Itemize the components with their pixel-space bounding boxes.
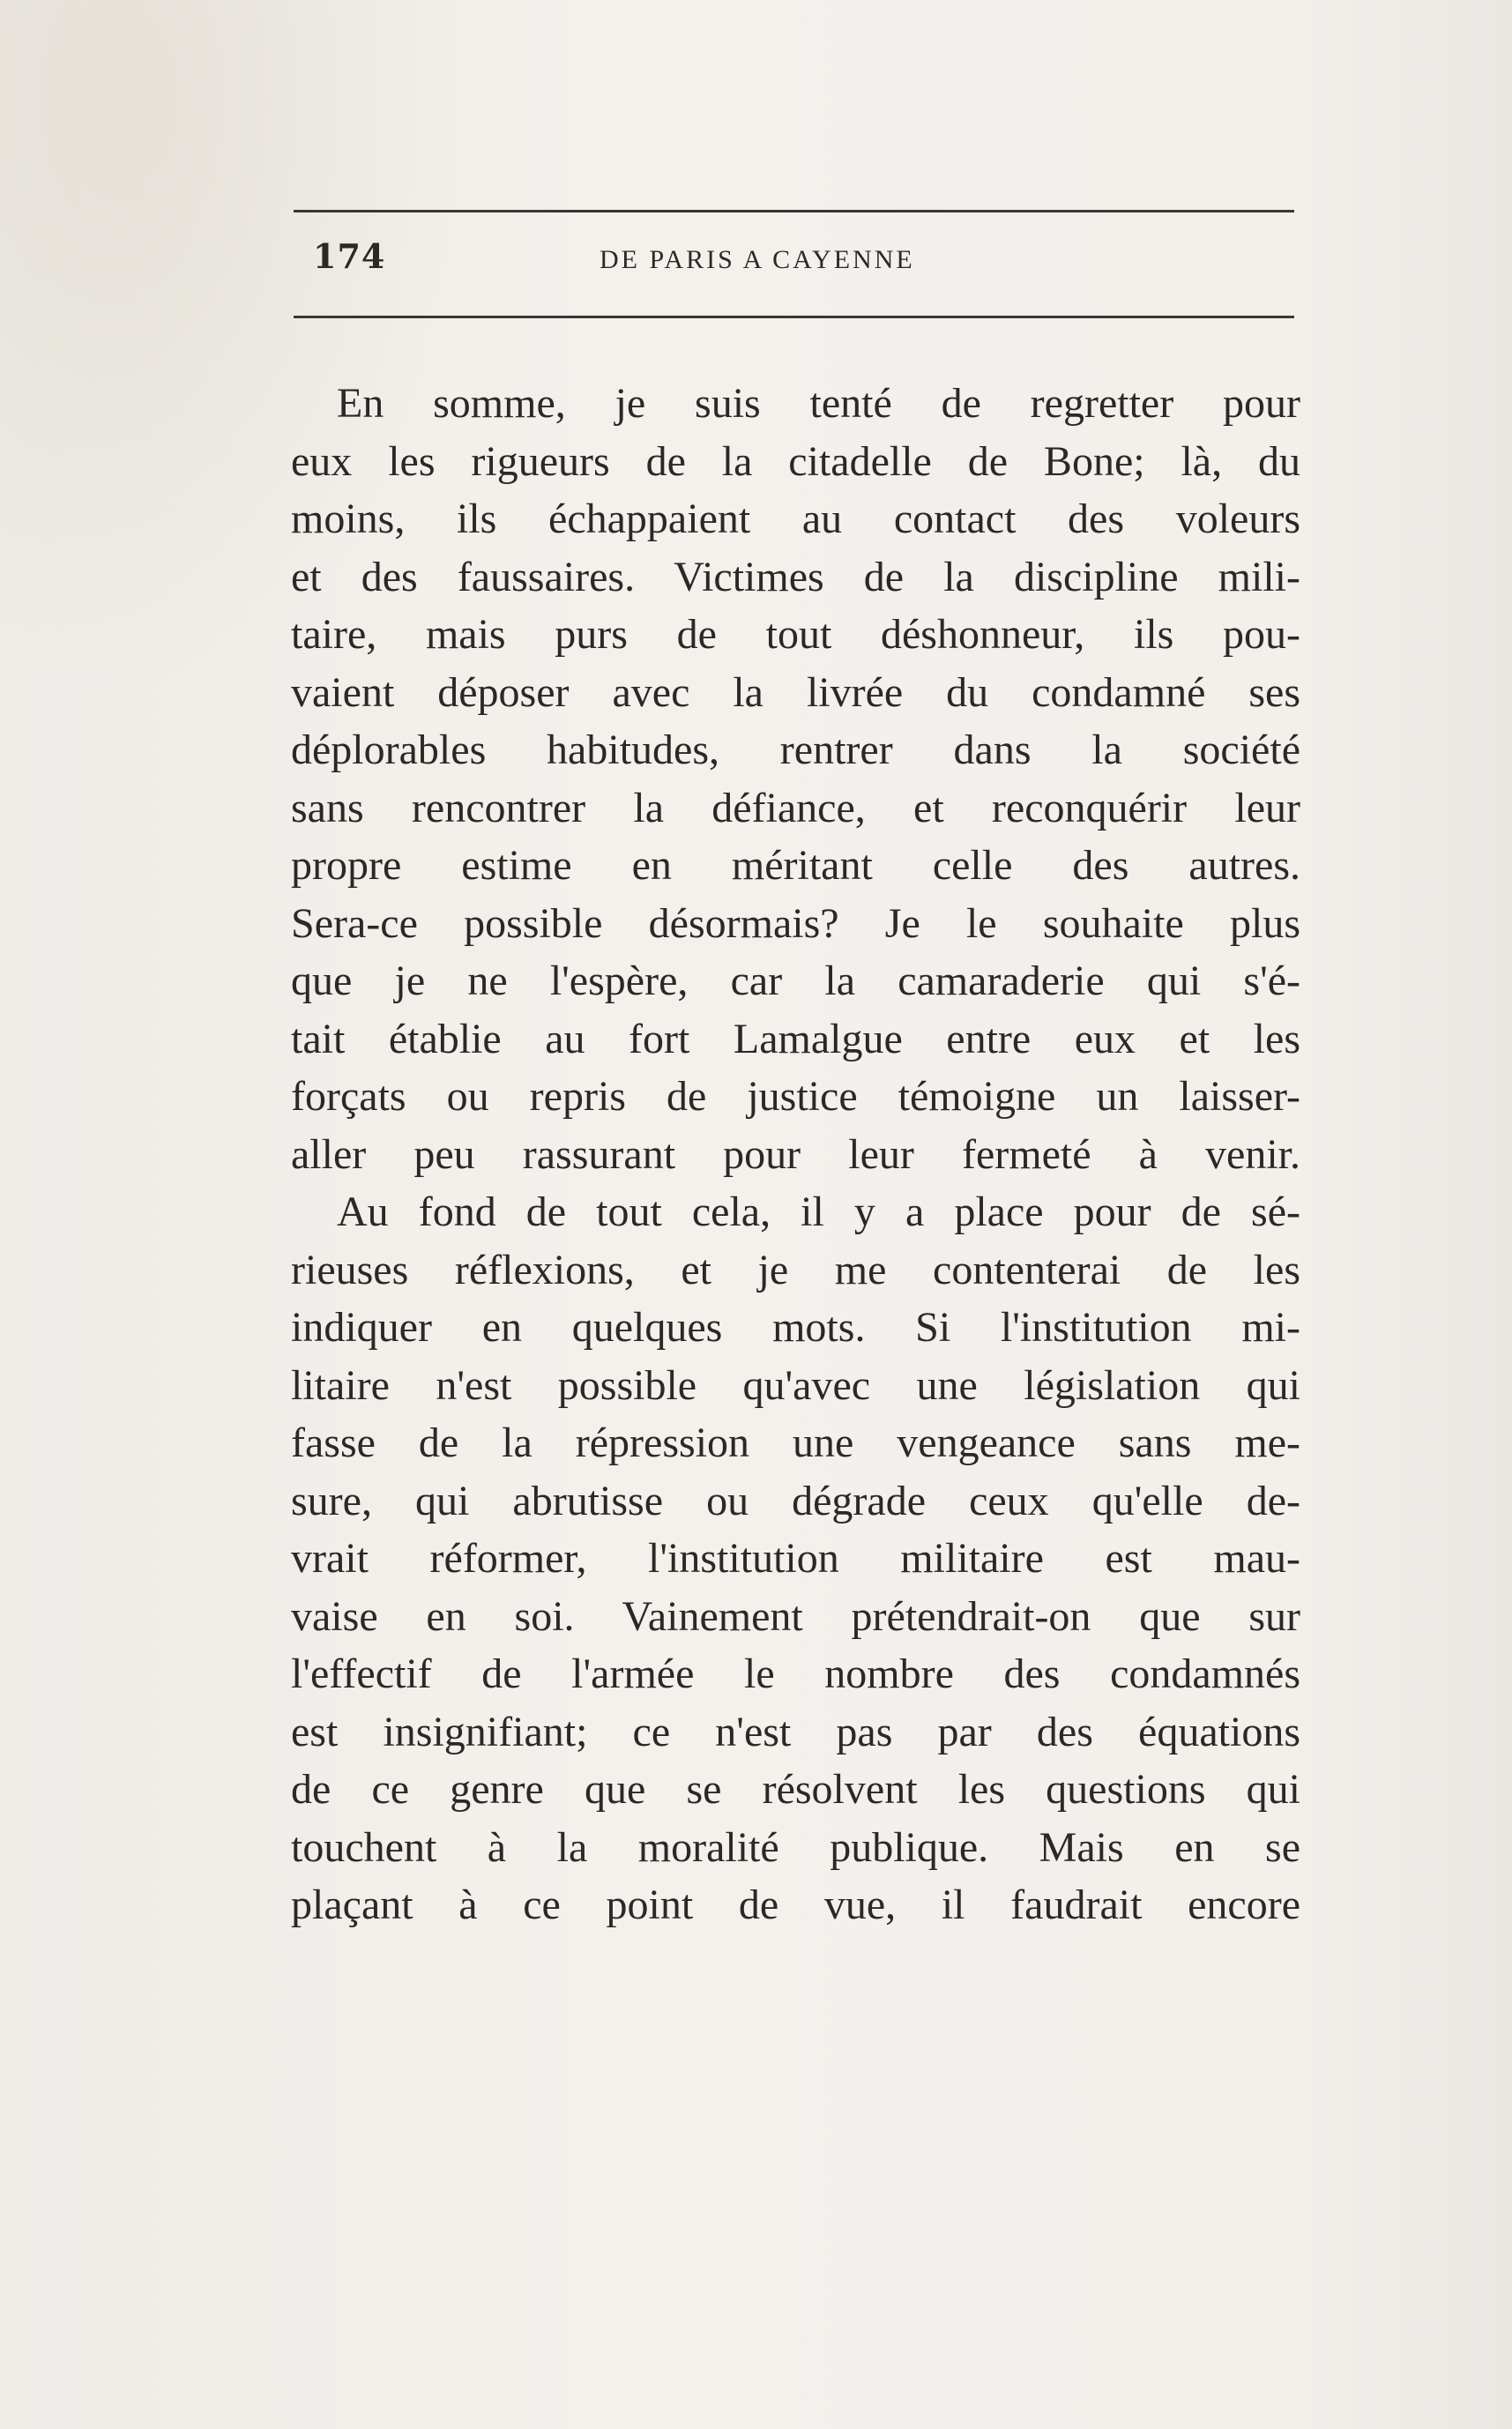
text-line: Sera-ce possible désormais? Je le souhaite plus (291, 899, 1300, 947)
text-line: vaient déposer avec la livrée du condamné ses (291, 668, 1300, 716)
running-title: DE PARIS A CAYENNE (600, 245, 915, 274)
text-line: est insignifiant; ce n'est pas par des équations (291, 1708, 1300, 1755)
text-line: moins, ils échappaient au contact des voleurs (291, 495, 1300, 542)
text-line: tait établie au fort Lamalgue entre eux et les (291, 1015, 1300, 1062)
text-line: plaçant à ce point de vue, il faudrait encore (291, 1881, 1300, 1928)
text-line: litaire n'est possible qu'avec une législation qui (291, 1361, 1300, 1409)
text-line: déplorables habitudes, rentrer dans la société (291, 726, 1300, 773)
text-line: et des faussaires. Victimes de la discipline mili- (291, 553, 1300, 600)
text-line: l'effectif de l'armée le nombre des condamnés (291, 1650, 1300, 1697)
text-line: de ce genre que se résolvent les questions qui (291, 1766, 1300, 1813)
text-line: propre estime en méritant celle des autres. (291, 842, 1300, 889)
text-line: eux les rigueurs de la citadelle de Bone; là, du (291, 437, 1300, 485)
page-number: 174 (313, 236, 386, 276)
text-line: indiquer en quelques mots. Si l'institution mi- (291, 1304, 1300, 1351)
text-line: rieuses réflexions, et je me contenterai de les (291, 1246, 1300, 1293)
header-rule-bottom (294, 316, 1294, 318)
header-rule-top (294, 210, 1294, 212)
text-line: En somme, je suis tenté de regretter pour (337, 380, 1300, 427)
text-line: vaise en soi. Vainement prétendrait-on que sur (291, 1592, 1300, 1640)
text-line: fasse de la répression une vengeance sans me- (291, 1419, 1300, 1466)
body-text (291, 375, 1300, 1934)
text-line: aller peu rassurant pour leur fermeté à venir. (291, 1130, 1300, 1178)
text-line: touchent à la moralité publique. Mais en se (291, 1823, 1300, 1871)
text-line: sans rencontrer la défiance, et reconquérir leur (291, 784, 1300, 831)
text-line: que je ne l'espère, car la camaraderie qui s'é- (291, 957, 1300, 1004)
text-line: sure, qui abrutisse ou dégrade ceux qu'elle de- (291, 1477, 1300, 1524)
text-line: vrait réformer, l'institution militaire est mau- (291, 1535, 1300, 1582)
text-line: Au fond de tout cela, il y a place pour de sé- (337, 1188, 1300, 1235)
text-line: taire, mais purs de tout déshonneur, ils pou- (291, 611, 1300, 658)
text-line: forçats ou repris de justice témoigne un laisser- (291, 1073, 1300, 1120)
